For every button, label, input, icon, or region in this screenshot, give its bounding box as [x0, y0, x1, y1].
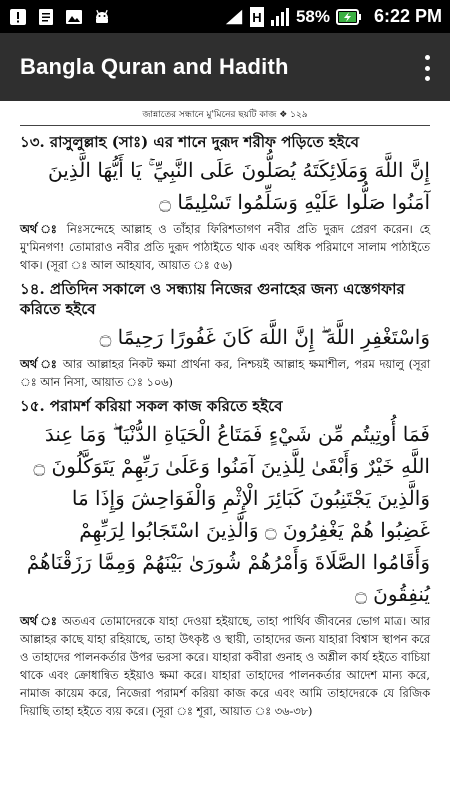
battery-percent: 58%	[295, 6, 330, 26]
section-14	[20, 279, 430, 392]
section-heading: ১৩. রাসুলুল্লাহ (সাঃ) এর শানে দুরূদ শরীফ পড়িতে হইবে	[20, 133, 359, 151]
image-icon	[64, 7, 84, 27]
meaning-label: অর্থ ঃ	[20, 357, 59, 371]
section-13	[20, 132, 430, 275]
translation	[20, 612, 430, 721]
status-bar	[0, 0, 450, 33]
app-bar	[0, 33, 450, 101]
header-divider	[20, 125, 430, 126]
clock: 6:22 PM	[373, 6, 442, 26]
scanned-page[interactable]	[0, 101, 450, 800]
arabic-verse: وَاسْتَغْفِرِ اللَّهَ ۖ إِنَّ اللَّهَ كَانَ غَفُورًا رَحِيمًا ۝	[99, 325, 430, 349]
meaning-text: অতএব তোমাদেরকে যাহা দেওয়া হইয়াছে, তাহা পার্থিব জীবনের ভোগ মাত্র। আর আল্লাহর কাছে যাহা রহিয়াছে, তাহা উৎকৃষ্ট ও স্থায়ী, তাহাদের জন্য যাহারা বিশ্বাস স্থাপন করে ও তাহাদের পালনকর্তার উপর ভরসা করে। যাহারা কবীরা গুনাহ ও অশ্লীল কার্য হইতে বাচিয়া থাকে এবং ক্রোধান্বিত হইয়াও ক্ষমা করে। যাহারা তাহাদের পালনকর্তার আদেশ মান্য করে, নামাজ কায়েম করে, নিজেরা পরামর্শ করিয়া কাজ করে এবং আমি তাহাদেরকে যে রিজিক দিয়াছি তাহা হইতে ব্যয় করে। (সূরা ঃ শূরা, আয়াত ঃ ৩৬-৩৮)	[20, 615, 430, 718]
section-heading: ১৪. প্রতিদিন সকালে ও সন্ধ্যায় নিজের গুনাহের জন্য এস্তেগফার করিতে হইবে	[20, 280, 405, 318]
signal-bars-icon	[270, 7, 290, 27]
running-head: জান্নাতের সন্ধানে মু'মিনের ছয়টি কাজ ❖ ১২৯	[142, 110, 308, 120]
translation	[20, 355, 430, 392]
arabic-verse: إِنَّ اللَّهَ وَمَلَائِكَتَهُ يُصَلُّونَ عَلَى النَّبِيِّ ۚ يَا أَيُّهَا الَّذِينَ آمَنُوا صَلُّوا عَلَيْهِ وَسَلِّمُوا تَسْلِيمًا ۝	[48, 158, 430, 214]
meaning-label: অর্থ ঃ	[20, 222, 60, 236]
app-title: Bangla Quran and Hadith	[20, 54, 289, 79]
section-15	[20, 396, 430, 721]
overflow-menu-icon[interactable]	[418, 55, 436, 81]
svg-text:H: H	[252, 9, 262, 25]
section-heading: ১৫. পরামর্শ করিয়া সকল কাজ করিতে হইবে	[20, 397, 283, 415]
meaning-label: অর্থ ঃ	[20, 614, 58, 628]
document-icon	[36, 7, 56, 27]
meaning-text: নিঃসন্দেহে আল্লাহ ও তাঁহার ফিরিশতাগণ নবীর প্রতি দুরূদ প্রেরণ করেন। হে মু'মিনগণ! তোমারাও নবীর প্রতি দুরূদ পাঠাইতে থাক এবং অধিক পরিমাণে সালাম পাঠাইতে থাক। (সূরা ঃ আল আহযাব, আয়াত ঃ ৫৬)	[20, 223, 430, 272]
signal-icon	[224, 7, 244, 27]
battery-charging-icon	[336, 7, 362, 27]
android-icon	[92, 7, 112, 27]
arabic-verse: فَمَا أُوتِيتُم مِّن شَيْءٍ فَمَتَاعُ الْحَيَاةِ الدُّنْيَا ۖ وَمَا عِندَ اللَّهِ خَيْرٌ وَأَبْقَىٰ لِلَّذِينَ آمَنُوا وَعَلَىٰ رَبِّهِمْ يَتَوَكَّلُونَ ۝ وَالَّذِينَ يَجْتَنِبُونَ كَبَائِرَ الْإِثْمِ وَالْفَوَاحِشَ وَإِذَا مَا غَضِبُوا هُمْ يَغْفِرُونَ ۝ وَالَّذِينَ اسْتَجَابُوا لِرَبِّهِمْ وَأَقَامُوا الصَّلَاةَ وَأَمْرُهُمْ شُورَىٰ بَيْنَهُمْ وَمِمَّا رَزَقْنَاهُمْ يُنفِقُونَ ۝	[26, 422, 430, 606]
meaning-text: আর আল্লাহর নিকট ক্ষমা প্রার্থনা কর, নিশ্চয়ই আল্লাহ ক্ষমাশীল, পরম দয়ালু (সূরা ঃ আন নিসা, আয়াত ঃ ১০৬)	[20, 358, 430, 389]
alert-icon	[8, 7, 28, 27]
translation	[20, 220, 430, 275]
network-type-icon	[250, 7, 264, 27]
